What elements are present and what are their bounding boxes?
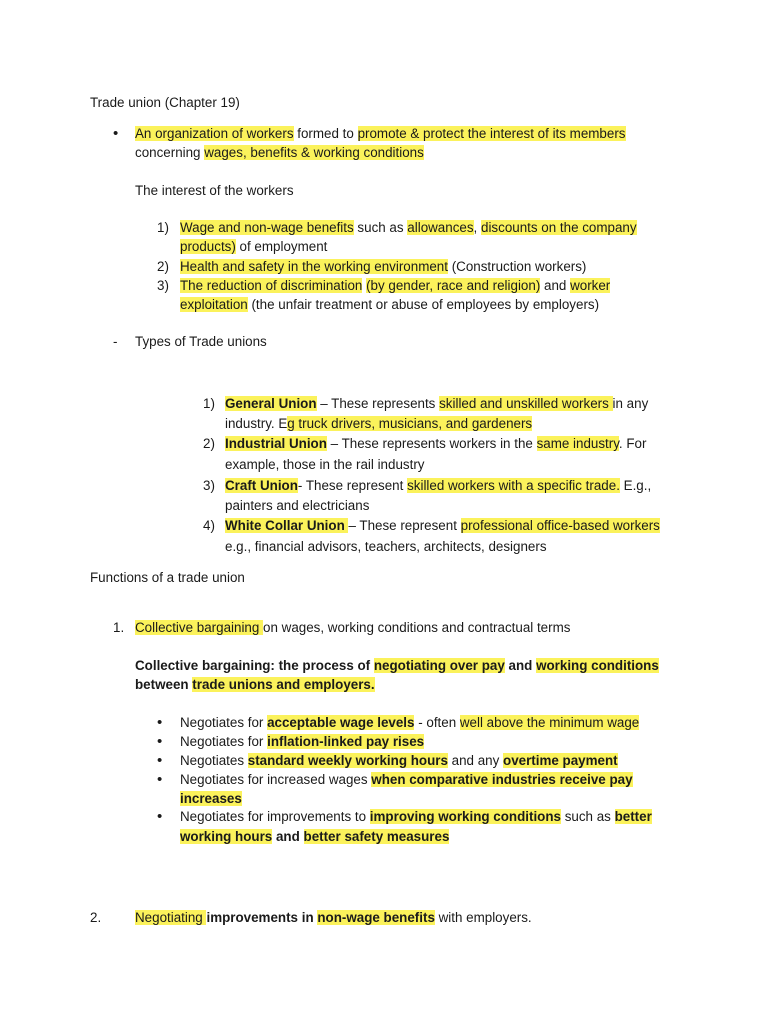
text-run: and <box>504 658 537 673</box>
highlighted-text: allowances <box>407 220 474 235</box>
highlighted-text: (by gender, race and religion) <box>366 278 541 293</box>
list-item-line <box>225 496 369 515</box>
highlighted-text: Industrial Union <box>225 436 327 451</box>
intro-line-1 <box>135 124 626 143</box>
list-item-line <box>180 827 449 846</box>
text-run: Negotiates for <box>180 734 268 749</box>
text-run: . For <box>618 436 647 451</box>
text-run: – These represents workers in the <box>326 436 537 451</box>
list-marker: 2) <box>203 436 215 451</box>
highlighted-text: Negotiating <box>135 910 207 925</box>
text-run: with employers. <box>434 910 532 925</box>
text-run: painters and electricians <box>225 498 370 513</box>
highlighted-text: better safety measures <box>303 829 450 844</box>
text-run: - These represent <box>297 478 408 493</box>
cb-definition-line-2 <box>135 675 375 694</box>
highlighted-text: overtime payment <box>503 753 618 768</box>
highlighted-text: General Union <box>225 396 317 411</box>
highlighted-text: increases <box>180 791 242 806</box>
text-run: on wages, working conditions and contractual terms <box>263 620 571 635</box>
highlighted-text: promote & protect the interest of its members <box>357 126 626 141</box>
list-item-line <box>225 516 660 535</box>
highlighted-text: Wage and non-wage benefits <box>180 220 354 235</box>
text-run: Negotiates for <box>180 715 268 730</box>
highlighted-text: trade unions and employers. <box>192 677 375 692</box>
highlighted-text: when comparative industries receive pay <box>371 772 633 787</box>
highlighted-text: Collective bargaining <box>135 620 264 635</box>
list-item-line <box>180 789 242 808</box>
highlighted-text: wages, benefits & working conditions <box>204 145 424 160</box>
list-item-line <box>180 732 424 751</box>
text-run: – These represents <box>316 396 440 411</box>
highlighted-text: exploitation <box>180 297 248 312</box>
intro-line-2 <box>135 143 424 162</box>
highlighted-text: skilled and unskilled workers <box>439 396 613 411</box>
highlighted-text: skilled workers with a specific trade. <box>407 478 620 493</box>
highlighted-text: working hours <box>180 829 273 844</box>
list-marker: 1. <box>113 620 125 635</box>
list-item-line <box>180 257 586 276</box>
list-marker: 3) <box>157 278 169 293</box>
list-item-line <box>225 434 646 453</box>
text-run: industry. E <box>225 416 288 431</box>
list-marker: 1) <box>157 220 169 235</box>
list-item-line <box>225 455 424 474</box>
highlighted-text: better <box>614 809 652 824</box>
highlighted-text: acceptable wage levels <box>267 715 415 730</box>
text-run: - often <box>414 715 460 730</box>
bullet-marker: • <box>157 808 163 825</box>
text-run: and <box>272 829 304 844</box>
bullet-marker: • <box>157 752 163 769</box>
text-run: concerning <box>135 145 205 160</box>
highlighted-text: non-wage benefits <box>317 910 435 925</box>
interest-heading: The interest of the workers <box>135 183 294 198</box>
highlighted-text: Health and safety in the working environment <box>180 259 448 274</box>
list-item-line <box>225 476 651 495</box>
list-marker: 2. <box>90 910 102 925</box>
highlighted-text: working conditions <box>536 658 659 673</box>
text-run: such as <box>561 809 615 824</box>
highlighted-text: standard weekly working hours <box>247 753 448 768</box>
function-1-line <box>135 618 570 637</box>
list-item-line <box>180 770 633 789</box>
highlighted-text: negotiating over pay <box>373 658 505 673</box>
text-run: in any <box>612 396 649 411</box>
list-item-line <box>180 218 637 237</box>
text-run: – These represent <box>348 518 461 533</box>
list-item-line <box>225 394 648 413</box>
list-item-line <box>225 414 532 433</box>
text-run: (the unfair treatment or abuse of employees by employers) <box>247 297 600 312</box>
highlighted-text: well above the minimum wage <box>459 715 640 730</box>
highlighted-text: professional office-based workers <box>460 518 660 533</box>
text-run: Negotiates for increased wages <box>180 772 372 787</box>
text-run: example, those in the rail industry <box>225 457 425 472</box>
bullet-marker: • <box>157 771 163 788</box>
bullet-marker: • <box>157 733 163 750</box>
list-marker: 3) <box>203 478 215 493</box>
highlighted-text: worker <box>570 278 611 293</box>
text-run: and <box>540 278 571 293</box>
text-run: Negotiates <box>180 753 248 768</box>
highlighted-text: g truck drivers, musicians, and gardeners <box>287 416 533 431</box>
bullet-marker: • <box>113 125 119 142</box>
text-run: improvements in <box>206 910 318 925</box>
text-run: Negotiates for improvements to <box>180 809 370 824</box>
text-run: such as <box>353 220 408 235</box>
text-run: and any <box>447 753 504 768</box>
list-item-line <box>180 751 618 770</box>
highlighted-text: inflation-linked pay rises <box>267 734 425 749</box>
list-item-line <box>180 295 599 314</box>
highlighted-text: discounts on the company <box>481 220 637 235</box>
list-marker: 4) <box>203 518 215 533</box>
highlighted-text: An organization of workers <box>135 126 294 141</box>
text-run: , <box>473 220 481 235</box>
list-marker: 1) <box>203 396 215 411</box>
text-run: E.g., <box>619 478 652 493</box>
cb-definition-line-1 <box>135 656 659 675</box>
list-item-line <box>180 713 639 732</box>
highlighted-text: Craft Union <box>225 478 298 493</box>
text-run: (Construction workers) <box>447 259 587 274</box>
highlighted-text: The reduction of discrimination <box>180 278 363 293</box>
text-run: e.g., financial advisors, teachers, architects, designers <box>225 539 547 554</box>
text-run: of employment <box>235 239 328 254</box>
highlighted-text: same industry <box>536 436 619 451</box>
text-run: between <box>135 677 193 692</box>
highlighted-text: improving working conditions <box>369 809 561 824</box>
dash-marker: - <box>113 334 118 349</box>
function-2-line <box>135 908 532 927</box>
list-marker: 2) <box>157 259 169 274</box>
text-run: Collective bargaining: the process of <box>135 658 374 673</box>
bullet-marker: • <box>157 714 163 731</box>
types-heading: Types of Trade unions <box>135 334 267 349</box>
list-item-line <box>180 276 610 295</box>
list-item-line <box>180 237 327 256</box>
highlighted-text: White Collar Union <box>225 518 349 533</box>
highlighted-text: products) <box>180 239 236 254</box>
document-title: Trade union (Chapter 19) <box>90 95 240 110</box>
functions-heading: Functions of a trade union <box>90 570 245 585</box>
text-run: formed to <box>293 126 358 141</box>
list-item-line <box>180 807 652 826</box>
list-item-line <box>225 537 547 556</box>
